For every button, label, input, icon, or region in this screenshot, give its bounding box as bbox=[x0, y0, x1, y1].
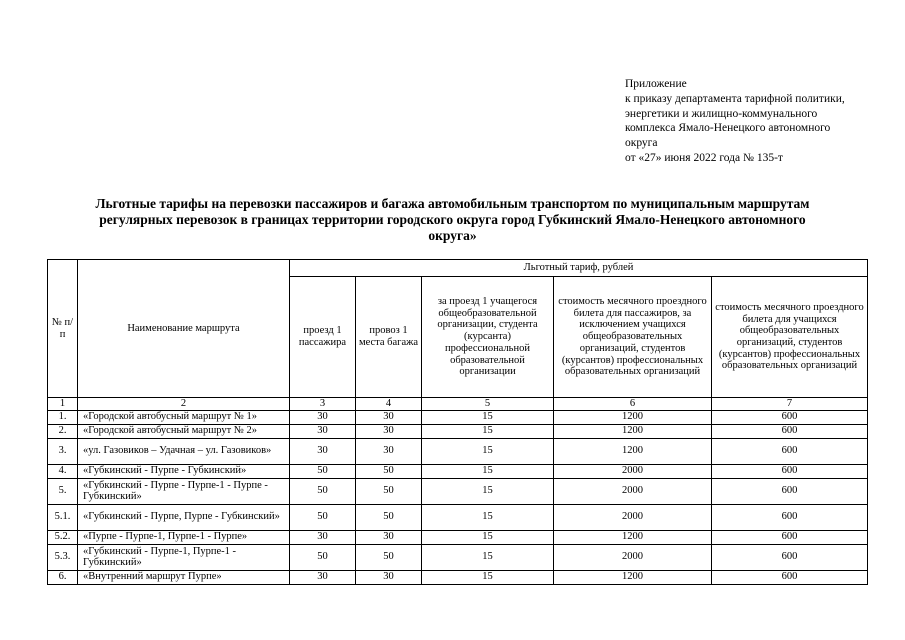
title-line: округа» bbox=[428, 228, 477, 243]
row-baggage: 30 bbox=[356, 570, 422, 584]
row-passenger: 50 bbox=[290, 478, 356, 504]
appendix-line: к приказу департамента тарифной политики, bbox=[625, 92, 845, 105]
row-monthly: 1200 bbox=[554, 530, 712, 544]
row-baggage: 50 bbox=[356, 504, 422, 530]
row-route-name: «Пурпе - Пурпе-1, Пурпе-1 - Пурпе» bbox=[78, 530, 290, 544]
row-route-name: «Городской автобусный маршрут № 2» bbox=[78, 424, 290, 438]
row-monthly: 1200 bbox=[554, 438, 712, 464]
row-monthly-student: 600 bbox=[712, 464, 868, 478]
row-passenger: 30 bbox=[290, 438, 356, 464]
table-row bbox=[48, 544, 868, 570]
column-number: 1 bbox=[48, 398, 78, 411]
row-baggage: 50 bbox=[356, 544, 422, 570]
table-row bbox=[48, 410, 868, 424]
row-student: 15 bbox=[422, 478, 554, 504]
header-tariff-group: Льготный тариф, рублей bbox=[290, 260, 868, 277]
row-passenger: 30 bbox=[290, 410, 356, 424]
column-number: 3 bbox=[290, 398, 356, 411]
row-no: 6. bbox=[48, 570, 78, 584]
row-student: 15 bbox=[422, 504, 554, 530]
appendix-line: Приложение bbox=[625, 78, 687, 90]
row-no: 3. bbox=[48, 438, 78, 464]
row-monthly-student: 600 bbox=[712, 530, 868, 544]
row-no: 5.3. bbox=[48, 544, 78, 570]
row-route-name: «Городской автобусный маршрут № 1» bbox=[78, 410, 290, 424]
column-number: 6 bbox=[554, 398, 712, 411]
header-student: за проезд 1 учащегося общеобразовательной организации, студента (курсанта) профессиональной образовательной организации bbox=[422, 277, 554, 398]
row-passenger: 30 bbox=[290, 570, 356, 584]
header-row bbox=[48, 260, 868, 277]
row-student: 15 bbox=[422, 464, 554, 478]
header-monthly-general: стоимость месячного проездного билета для пассажиров, за исключением учащихся общеобразовательных организаций, студентов (курсантов) профессиональных образовательных организаций bbox=[554, 277, 712, 398]
header-baggage: провоз 1 места багажа bbox=[356, 277, 422, 398]
row-route-name: «Губкинский - Пурпе - Губкинский» bbox=[78, 464, 290, 478]
row-monthly-student: 600 bbox=[712, 504, 868, 530]
row-baggage: 30 bbox=[356, 410, 422, 424]
column-number-row bbox=[48, 398, 868, 411]
row-passenger: 30 bbox=[290, 530, 356, 544]
row-monthly: 2000 bbox=[554, 464, 712, 478]
row-route-name: «Губкинский - Пурпе-1, Пурпе-1 - Губкинский» bbox=[78, 544, 290, 570]
row-monthly: 1200 bbox=[554, 410, 712, 424]
table-row bbox=[48, 504, 868, 530]
row-route-name: «Губкинский - Пурпе, Пурпе - Губкинский» bbox=[78, 504, 290, 530]
row-student: 15 bbox=[422, 424, 554, 438]
row-monthly: 2000 bbox=[554, 478, 712, 504]
table-row bbox=[48, 478, 868, 504]
appendix-line: энергетики и жилищно-коммунального bbox=[625, 107, 818, 120]
table-row bbox=[48, 464, 868, 478]
row-no: 5.2. bbox=[48, 530, 78, 544]
row-monthly: 1200 bbox=[554, 570, 712, 584]
row-student: 15 bbox=[422, 438, 554, 464]
table-row bbox=[48, 570, 868, 584]
row-baggage: 50 bbox=[356, 478, 422, 504]
row-no: 1. bbox=[48, 410, 78, 424]
column-number: 5 bbox=[422, 398, 554, 411]
row-student: 15 bbox=[422, 544, 554, 570]
table-row bbox=[48, 438, 868, 464]
row-route-name: «Внутренний маршрут Пурпе» bbox=[78, 570, 290, 584]
row-baggage: 30 bbox=[356, 424, 422, 438]
tariff-table bbox=[47, 259, 868, 585]
row-passenger: 50 bbox=[290, 504, 356, 530]
title-line: регулярных перевозок в границах территории городского округа город Губкинский Ямало-Ненецкого автономного bbox=[99, 212, 806, 227]
table-row bbox=[48, 530, 868, 544]
row-passenger: 30 bbox=[290, 424, 356, 438]
appendix-line: округа bbox=[625, 137, 658, 150]
row-monthly-student: 600 bbox=[712, 410, 868, 424]
row-monthly-student: 600 bbox=[712, 438, 868, 464]
row-baggage: 30 bbox=[356, 438, 422, 464]
row-no: 5.1. bbox=[48, 504, 78, 530]
column-number: 7 bbox=[712, 398, 868, 411]
row-passenger: 50 bbox=[290, 544, 356, 570]
row-student: 15 bbox=[422, 410, 554, 424]
header-no: № п/п bbox=[48, 260, 78, 398]
row-student: 15 bbox=[422, 530, 554, 544]
row-monthly: 2000 bbox=[554, 544, 712, 570]
row-monthly-student: 600 bbox=[712, 424, 868, 438]
row-route-name: «ул. Газовиков – Удачная – ул. Газовиков» bbox=[78, 438, 290, 464]
row-no: 5. bbox=[48, 478, 78, 504]
header-monthly-student: стоимость месячного проездного билета для учащихся общеобразовательных организаций, студентов (курсантов) профессиональных образовательных организаций bbox=[712, 277, 868, 398]
row-student: 15 bbox=[422, 570, 554, 584]
table-row bbox=[48, 424, 868, 438]
row-no: 4. bbox=[48, 464, 78, 478]
appendix-block bbox=[625, 77, 885, 166]
row-monthly-student: 600 bbox=[712, 544, 868, 570]
row-baggage: 50 bbox=[356, 464, 422, 478]
row-route-name: «Губкинский - Пурпе - Пурпе-1 - Пурпе - Губкинский» bbox=[78, 478, 290, 504]
row-monthly-student: 600 bbox=[712, 478, 868, 504]
row-monthly-student: 600 bbox=[712, 570, 868, 584]
row-no: 2. bbox=[48, 424, 78, 438]
appendix-line: комплекса Ямало-Ненецкого автономного bbox=[625, 122, 831, 135]
column-number: 4 bbox=[356, 398, 422, 411]
row-monthly: 2000 bbox=[554, 504, 712, 530]
document-title bbox=[40, 196, 865, 244]
row-baggage: 30 bbox=[356, 530, 422, 544]
column-number: 2 bbox=[78, 398, 290, 411]
header-route-name: Наименование маршрута bbox=[78, 260, 290, 398]
appendix-line: от «27» июня 2022 года № 135-т bbox=[625, 151, 783, 164]
title-line: Льготные тарифы на перевозки пассажиров и багажа автомобильным транспортом по муниципальным маршрутам bbox=[95, 196, 810, 211]
row-monthly: 1200 bbox=[554, 424, 712, 438]
row-passenger: 50 bbox=[290, 464, 356, 478]
header-passenger: проезд 1 пассажира bbox=[290, 277, 356, 398]
